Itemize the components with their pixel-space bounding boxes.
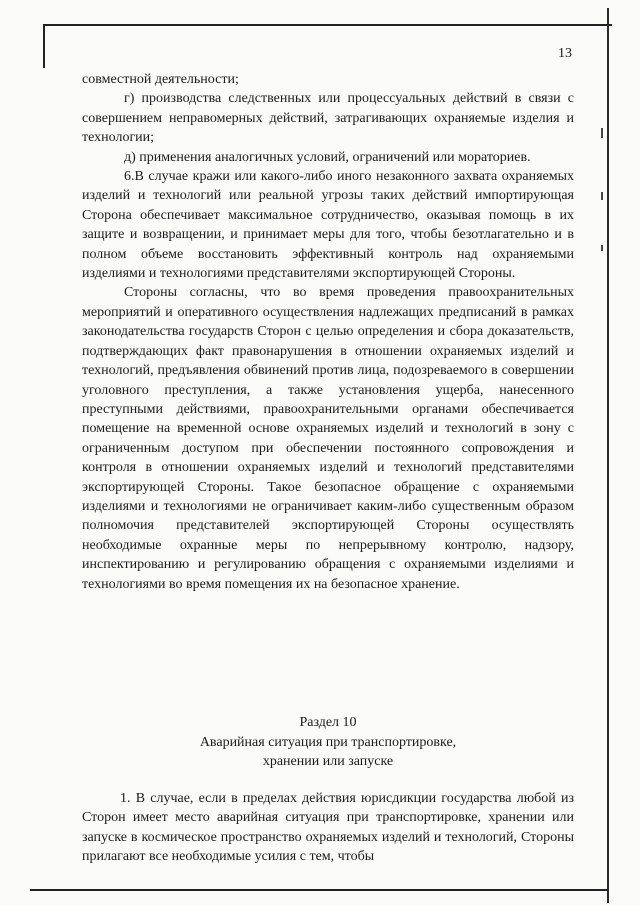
- body-text-top: [82, 70, 574, 594]
- section-title-line-1: Аварийная ситуация при транспортировке,: [199, 734, 457, 750]
- body-text-bottom: [82, 789, 574, 867]
- scan-speck: [601, 192, 603, 200]
- scan-speck: [601, 128, 603, 138]
- section-heading: [82, 713, 574, 772]
- paragraph: совместной деятельности;: [82, 72, 239, 87]
- page-number: 13: [558, 46, 572, 61]
- scan-speck: [601, 245, 603, 251]
- paragraph: 6.В случае кражи или какого-либо иного незаконного захвата охраняемых изделий и технологий или реальной угрозы таких действий импортирующая Сторона обеспечивает максимальное сотрудничество, оказывая помощь в их защите и возвращении, и принимает меры для того, чтобы безотлагательно и в полном объеме восстановить эффективный контроль над охраняемыми изделиями и технологиями представителями экспортирующей Стороны.: [82, 169, 574, 282]
- paragraph: 1. В случае, если в пределах действия юрисдикции государства любой из Сторон имеет место аварийная ситуация при транспортировке, хранении или запуске в космическое пространство охраняемых изделий и технологий, Стороны прилагают все необходимые усилия с тем, чтобы: [82, 791, 574, 865]
- paragraph: г) производства следственных или процессуальных действий в связи с совершением неправомерных действий, затрагивающих охраняемые изделия и технологии;: [82, 91, 574, 146]
- scan-border-right: [607, 8, 609, 903]
- paragraph: д) применения аналогичных условий, ограничений или мораториев.: [124, 149, 531, 165]
- section-number: Раздел 10: [299, 715, 357, 730]
- paragraph: Стороны согласны, что во время проведения правоохранительных мероприятий и оперативного осуществления надлежащих предписаний в рамках законодательства государств Сторон с целью определения и сбора доказательств, подтверждающих факт правонарушения в отношении охраняемых изделий и технологий, предъявления обвинений против лица, подозреваемого в совершении уголовного преступления, а также установления ущерба, нанесенного преступными действиями, правоохранительными органами обеспечивается помещение на временной основе охраняемых изделий и технологий в зону с ограниченным доступом при обеспечении постоянного сопровождения и контроля в отношении охраняемых изделий и технологий представителями экспортирующей Стороны. Такое безопасное обращение с охраняемыми изделиями и технологиями не ограничивает каким-либо существенным образом полномочия представителей экспортирующей Стороны осуществлять необходимые охранные меры по непрерывному контролю, надзору, инспектированию и регулированию обращения с охраняемыми изделиями и технологиями во время помещения их на безопасное хранение.: [82, 285, 574, 592]
- scan-border-bottom: [30, 889, 608, 891]
- section-title-line-2: хранении или запуске: [262, 754, 394, 770]
- scan-border-top: [44, 24, 612, 26]
- scan-border-left: [43, 24, 45, 68]
